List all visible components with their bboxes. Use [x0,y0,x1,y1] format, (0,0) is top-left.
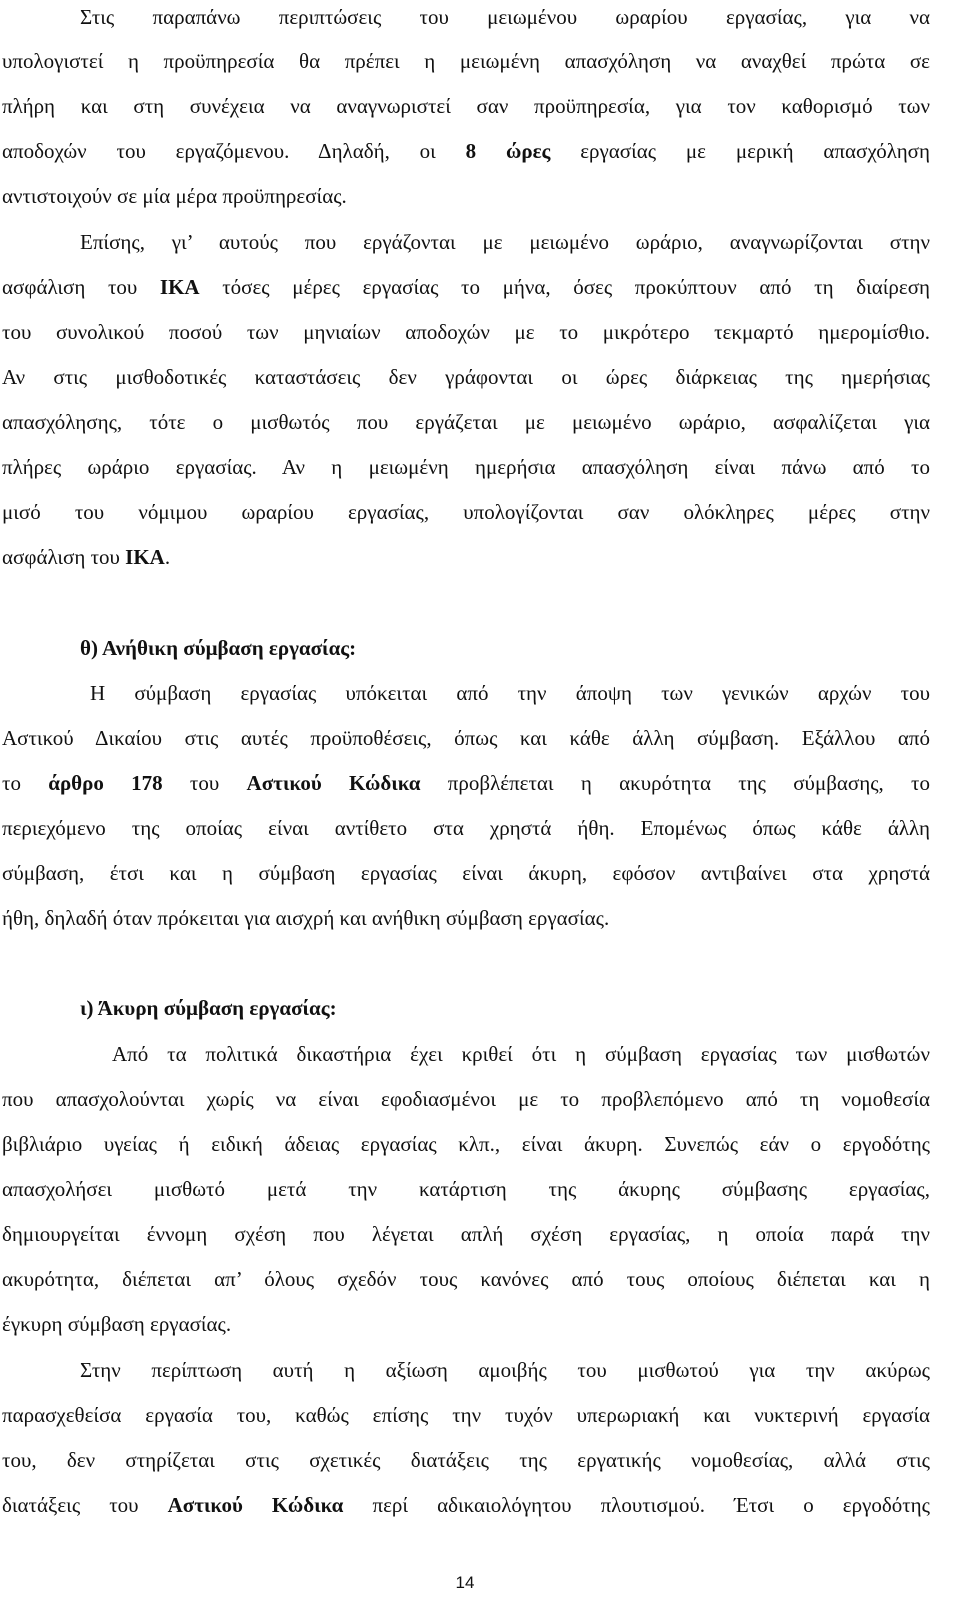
text-run: του [162,771,247,795]
section-heading: ι) Άκυρη σύμβαση εργασίας: [80,996,337,1020]
page-number: 14 [455,1573,475,1592]
text-run: τόσες μέρες εργασίας το μήνα, όσες προκύπτουν από τη διαίρεση [199,275,930,299]
text-line: έγκυρη σύμβαση εργασίας. [2,1312,232,1336]
text-run: εργασίας με μερική απασχόληση [550,139,930,163]
text-line: δημιουργείται έννομη σχέση που λέγεται απλή σχέση εργασίας, η οποία παρά την [2,1222,930,1246]
text-run: περί αδικαιολόγητου πλουτισμού. Έτσι ο εργοδότης [343,1493,930,1517]
text-line: του, δεν στηρίζεται στις σχετικές διατάξεις της εργατικής νομοθεσίας, αλλά στις [2,1448,930,1472]
text-line [2,138,930,164]
text-line: που απασχολούνται χωρίς να είναι εφοδιασμένοι με το προβλεπόμενο από τη νομοθεσία [2,1087,930,1111]
text-line: Αν στις μισθοδοτικές καταστάσεις δεν γράφονται οι ώρες διάρκειας της ημερήσιας [2,365,930,389]
text-line: αντιστοιχούν σε μία μέρα προϋπηρεσίας. [2,184,347,208]
text-line: Η σύμβαση εργασίας υπόκειται από την άποψη των γενικών αρχών του [90,681,930,705]
text-line: πλήρες ωράριο εργασίας. Αν η μειωμένη ημερήσια απασχόληση είναι πάνω από το [2,455,930,479]
text-line: Στην περίπτωση αυτή η αξίωση αμοιβής του μισθωτού για την ακύρως [80,1358,930,1382]
text-run: διατάξεις του [2,1493,168,1517]
text-line: Από τα πολιτικά δικαστήρια έχει κριθεί ότι η σύμβαση εργασίας των μισθωτών [112,1042,930,1066]
text-line [2,544,930,570]
text-line [2,770,930,796]
bold-text: 8 ώρες [465,139,551,163]
section-heading: θ) Ανήθικη σύμβαση εργασίας: [80,636,357,660]
text-line: Επίσης, γι’ αυτούς που εργάζονται με μειωμένο ωράριο, αναγνωρίζονται στην [80,230,930,254]
text-line: απασχολήσει μισθωτό μετά την κατάρτιση της άκυρης σύμβασης εργασίας, [2,1177,930,1201]
text-line: περιεχόμενο της οποίας είναι αντίθετο στα χρηστά ήθη. Επομένως όπως κάθε άλλη [2,816,930,840]
text-line: ακυρότητα, διέπεται απ’ όλους σχεδόν τους κανόνες από τους οποίους διέπεται και η [2,1267,930,1291]
text-line: σύμβαση, έτσι και η σύμβαση εργασίας είναι άκυρη, εφόσον αντιβαίνει στα χρηστά [2,861,930,885]
bold-text: Αστικού Κώδικα [167,1493,344,1517]
text-line [2,274,930,300]
text-line: υπολογιστεί η προϋπηρεσία θα πρέπει η μειωμένη απασχόληση να αναχθεί πρώτα σε [2,49,930,73]
text-line: πλήρη και στη συνέχεια να αναγνωριστεί σαν προϋπηρεσία, για τον καθορισμό των [2,94,930,118]
text-line: μισό του νόμιμου ωραρίου εργασίας, υπολογίζονται σαν ολόκληρες μέρες στην [2,500,930,524]
text-run: το [2,771,49,795]
text-run: προβλέπεται η ακυρότητα της σύμβασης, το [420,771,930,795]
bold-text: άρθρο 178 [48,771,163,795]
text-line: βιβλιάριο υγείας ή ειδική άδειας εργασίας κλπ., είναι άκυρη. Συνεπώς εάν ο εργοδότης [2,1132,930,1156]
text-run: ασφάλιση του [2,545,126,569]
bold-text: ΙΚΑ [159,275,200,299]
text-line: απασχόλησης, τότε ο μισθωτός που εργάζεται με μειωμένο ωράριο, ασφαλίζεται για [2,410,930,434]
text-run: ασφάλιση του [2,275,160,299]
text-line: παρασχεθείσα εργασία του, καθώς επίσης την τυχόν υπερωριακή και νυκτερινή εργασία [2,1403,930,1427]
text-line [2,1492,930,1518]
bold-text: Αστικού Κώδικα [246,771,421,795]
text-run: . [164,545,171,569]
bold-text: ΙΚΑ [125,545,165,569]
text-run: αποδοχών του εργαζόμενου. Δηλαδή, οι [2,139,466,163]
text-line: Στις παραπάνω περιπτώσεις του μειωμένου ωραρίου εργασίας, για να [80,5,930,29]
text-line: Αστικού Δικαίου στις αυτές προϋποθέσεις, όπως και κάθε άλλη σύμβαση. Εξάλλου από [2,726,930,750]
text-line: του συνολικού ποσού των μηνιαίων αποδοχών με το μικρότερο τεκμαρτό ημερομίσθιο. [2,320,930,344]
text-line: ήθη, δηλαδή όταν πρόκειται για αισχρή και ανήθικη σύμβαση εργασίας. [2,906,610,930]
